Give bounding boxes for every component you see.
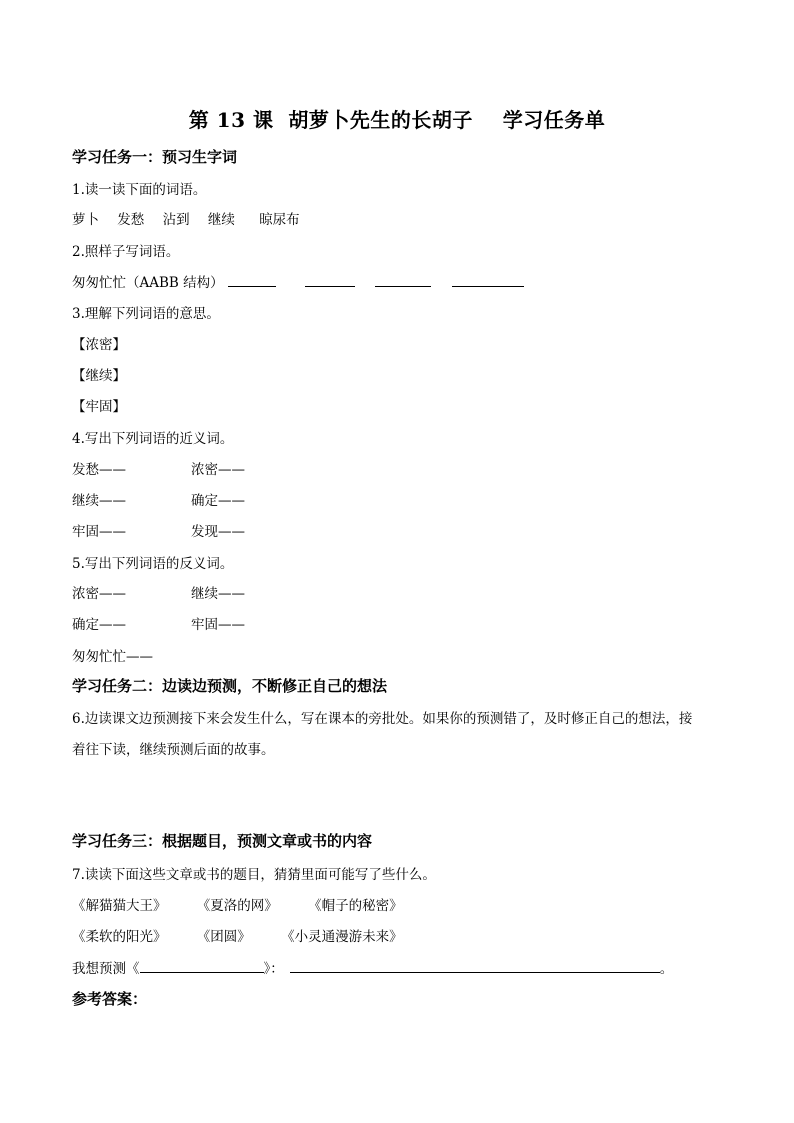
question-7: 7.读读下面这些文章或书的题目，猜猜里面可能写了些什么。 bbox=[72, 867, 436, 883]
book-title: 《帽子的秘密》 bbox=[308, 898, 403, 914]
synonym-item: 牢固—— bbox=[72, 524, 126, 540]
question-2: 2.照样子写词语。 bbox=[72, 244, 180, 260]
book-list-row bbox=[72, 894, 429, 914]
question-5: 5.写出下列词语的反义词。 bbox=[72, 556, 234, 572]
prediction-row bbox=[72, 957, 673, 977]
prediction-prefix: 我想预测《 bbox=[72, 961, 140, 977]
task1-heading: 学习任务一：预习生字词 bbox=[72, 148, 238, 166]
word-item: 晾尿布 bbox=[259, 212, 300, 228]
answer-blank[interactable] bbox=[375, 274, 431, 287]
page-title: 第 13 课 胡萝卜先生的长胡子 学习任务单 bbox=[188, 108, 606, 132]
answers-heading: 参考答案： bbox=[72, 990, 148, 1008]
synonym-item: 发现—— bbox=[191, 524, 245, 540]
book-title: 《解猫猫大王》 bbox=[72, 898, 167, 914]
antonym-item: 继续—— bbox=[191, 586, 245, 602]
task3-heading: 学习任务三：根据题目，预测文章或书的内容 bbox=[72, 832, 373, 850]
question-6: 6.边读课文边预测接下来会发生什么，写在课本的旁批处。如果你的预测错了，及时修正自己的想法，接 bbox=[72, 711, 693, 727]
question-6-continued: 着往下读，继续预测后面的故事。 bbox=[72, 742, 275, 758]
synonym-item: 浓密—— bbox=[191, 462, 245, 478]
term-item: 【浓密】 bbox=[72, 337, 126, 353]
answer-blank[interactable] bbox=[452, 274, 524, 287]
antonym-item: 确定—— bbox=[72, 617, 126, 633]
example-row bbox=[72, 271, 524, 291]
synonym-item: 继续—— bbox=[72, 493, 126, 509]
word-item: 沾到 bbox=[162, 212, 190, 228]
antonym-item: 匆匆忙忙—— bbox=[72, 649, 153, 665]
synonym-item: 确定—— bbox=[191, 493, 245, 509]
prediction-blank[interactable] bbox=[290, 960, 660, 973]
word-item: 萝卜 bbox=[72, 212, 99, 228]
antonym-item: 浓密—— bbox=[72, 586, 126, 602]
question-1: 1.读一读下面的词语。 bbox=[72, 182, 207, 198]
book-title: 《夏洛的网》 bbox=[196, 898, 278, 914]
book-title: 《小灵通漫游未来》 bbox=[281, 929, 403, 945]
book-list-row bbox=[72, 925, 429, 945]
antonym-item: 牢固—— bbox=[191, 617, 245, 633]
word-list bbox=[72, 208, 300, 228]
question-3: 3.理解下列词语的意思。 bbox=[72, 306, 220, 322]
book-title: 《柔软的阳光》 bbox=[72, 929, 167, 945]
book-title-blank[interactable] bbox=[140, 960, 264, 973]
task2-heading: 学习任务二：边读边预测，不断修正自己的想法 bbox=[72, 677, 388, 695]
term-item: 【牢固】 bbox=[72, 399, 126, 415]
question-4: 4.写出下列词语的近义词。 bbox=[72, 431, 234, 447]
prediction-mid: 》： bbox=[263, 961, 284, 977]
word-item: 发愁 bbox=[117, 212, 145, 228]
term-item: 【继续】 bbox=[72, 368, 126, 384]
answer-blank[interactable] bbox=[305, 274, 355, 287]
example-word: 匆匆忙忙（AABB 结构） bbox=[72, 275, 224, 291]
prediction-end: 。 bbox=[659, 961, 674, 977]
answer-blank[interactable] bbox=[228, 274, 276, 287]
book-title: 《团圆》 bbox=[196, 929, 251, 945]
synonym-item: 发愁—— bbox=[72, 462, 126, 478]
word-item: 继续 bbox=[207, 212, 235, 228]
